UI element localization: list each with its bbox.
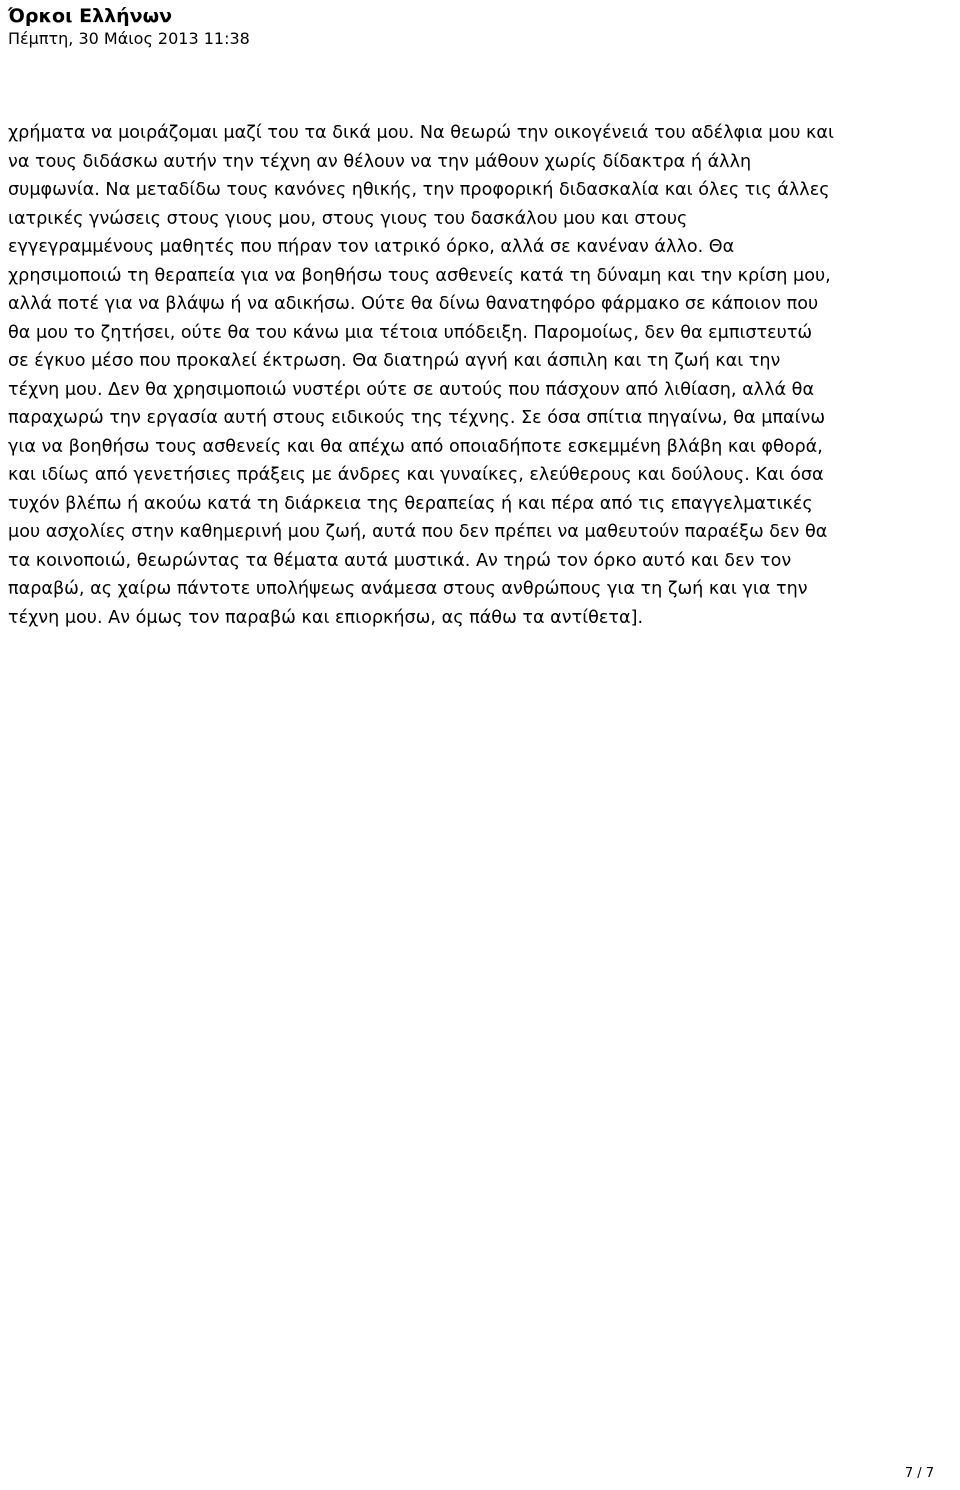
document-title: Όρκοι Ελλήνων xyxy=(8,5,173,27)
document-date: Πέμπτη, 30 Μάιος 2013 11:38 xyxy=(8,29,250,48)
body-line: τέχνη μου. Δεν θα χρησιμοποιώ νυστέρι ούτε σε αυτούς που πάσχουν από λιθίαση, αλλά θα xyxy=(8,379,815,400)
document-header xyxy=(8,4,948,50)
body-line: να τους διδάσκω αυτήν την τέχνη αν θέλουν να την μάθουν χωρίς δίδακτρα ή άλλη xyxy=(8,151,752,172)
body-line: για να βοηθήσω τους ασθενείς και θα απέχω από οποιαδήποτε εσκεμμένη βλάβη και φθορά, xyxy=(8,436,823,457)
body-line: τυχόν βλέπω ή ακούω κατά τη διάρκεια της θεραπείας ή και πέρα από τις επαγγελματικές xyxy=(8,493,813,514)
body-line: σε έγκυο μέσο που προκαλεί έκτρωση. Θα διατηρώ αγνή και άσπιλη και τη ζωή και την xyxy=(8,351,781,371)
body-line: μου ασχολίες στην καθημερινή μου ζωή, αυτά που δεν πρέπει να μαθευτούν παραέξω δεν θα xyxy=(8,522,828,542)
body-line: αλλά ποτέ για να βλάψω ή να αδικήσω. Ούτε θα δίνω θανατηφόρο φάρμακο σε κάποιον που xyxy=(8,294,819,314)
body-line: ιατρικές γνώσεις στους γιους μου, στους γιους του δασκάλου μου και στους xyxy=(8,208,688,229)
body-line: εγγεγραμμένους μαθητές που πήραν τον ιατρικό όρκο, αλλά σε κανέναν άλλο. Θα xyxy=(8,237,735,257)
body-line: παραβώ, ας χαίρω πάντοτε υπολήψεως ανάμεσα στους ανθρώπους για τη ζωή και για την xyxy=(8,579,808,599)
body-line: και ιδίως από γενετήσιες πράξεις με άνδρες και γυναίκες, ελεύθερους και δούλους. Και όσα xyxy=(8,465,824,485)
body-line: παραχωρώ την εργασία αυτή στους ειδικούς της τέχνης. Σε όσα σπίτια πηγαίνω, θα μπαίνω xyxy=(8,408,826,428)
body-line: θα μου το ζητήσει, ούτε θα του κάνω μια τέτοια υπόδειξη. Παρομοίως, δεν θα εμπιστευτώ xyxy=(8,322,813,343)
body-line: συμφωνία. Να μεταδίδω τους κανόνες ηθικής, την προφορική διδασκαλία και όλες τις άλλες xyxy=(8,180,830,200)
body-line: χρησιμοποιώ τη θεραπεία για να βοηθήσω τους ασθενείς κατά τη δύναμη και την κρίση μου, xyxy=(8,265,831,286)
body-line: χρήματα να μοιράζομαι μαζί του τα δικά μου. Να θεωρώ την οικογένειά του αδέλφια μου και xyxy=(8,123,834,143)
body-line: τα κοινοποιώ, θεωρώντας τα θέματα αυτά μυστικά. Αν τηρώ τον όρκο αυτό και δεν τον xyxy=(8,550,792,571)
body-line: τέχνη μου. Αν όμως τον παραβώ και επιορκήσω, ας πάθω τα αντίθετα]. xyxy=(8,607,644,628)
body-text xyxy=(8,119,952,632)
page-number: 7 / 7 xyxy=(904,1466,934,1481)
